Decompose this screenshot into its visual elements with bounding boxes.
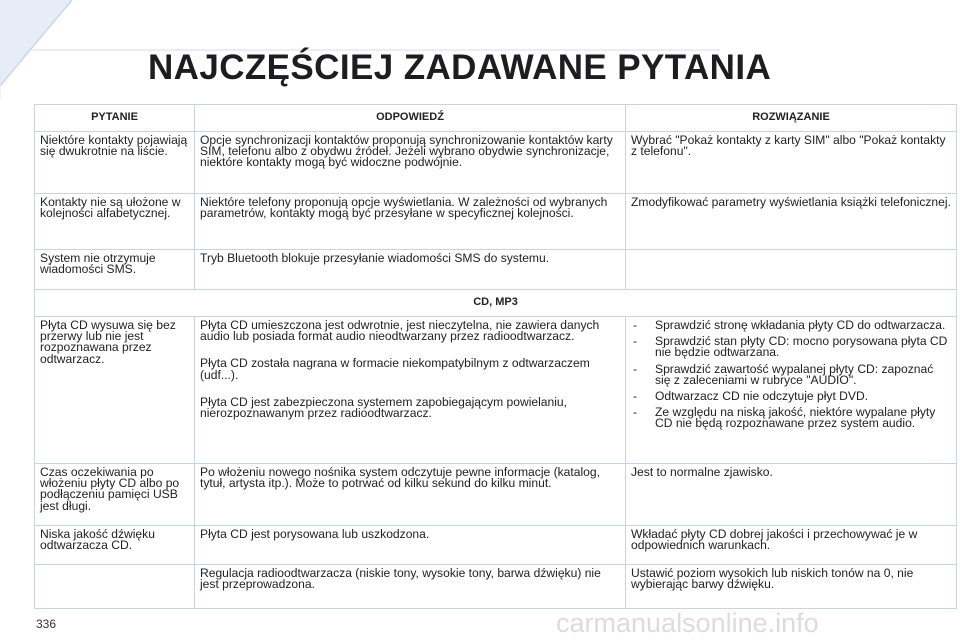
table-row — [35, 250, 957, 290]
question-cell: System nie otrzymuje wiadomości SMS. — [35, 250, 195, 290]
question-cell: Czas oczekiwania po włożeniu płyty CD albo po podłączeniu pamięci USB jest długi. — [35, 464, 195, 526]
solution-cell: Ustawić poziom wysokich lub niskich tonów na 0, nie wybierając barwy dźwięku. — [626, 565, 957, 609]
table-row — [35, 194, 957, 250]
table-row — [35, 317, 957, 464]
column-header-question: PYTANIE — [35, 105, 195, 132]
solution-cell: Zmodyfikować parametry wyświetlania książki telefonicznej. — [626, 194, 957, 250]
page-number: 336 — [36, 617, 57, 631]
solution-item: - Ze względu na niską jakość, niektóre wypalane płyty CD nie będą rozpoznawane przez system audio. — [631, 407, 951, 429]
table-body-contacts — [35, 132, 957, 290]
solution-cell — [626, 250, 957, 290]
answer-cell — [195, 317, 626, 464]
table-row — [35, 132, 957, 194]
answer-cell: Płyta CD jest porysowana lub uszkodzona. — [195, 526, 626, 565]
column-header-solution: ROZWIĄZANIE — [626, 105, 957, 132]
faq-table — [34, 104, 957, 609]
answer-cell: Po włożeniu nowego nośnika system odczytuje pewne informacje (katalog, tytuł, artysta itp.). Może to potrwać od kilku sekund do kilku minut. — [195, 464, 626, 526]
answer-paragraph: Płyta CD została nagrana w formacie niekompatybilnym z odtwarzaczem (udf...). — [200, 356, 590, 382]
answer-cell: Tryb Bluetooth blokuje przesyłanie wiadomości SMS do systemu. — [195, 250, 626, 290]
page-title: NAJCZĘŚCIEJ ZADAWANE PYTANIA — [148, 48, 772, 87]
solution-item: - Sprawdzić stan płyty CD: mocno porysowana płyta CD nie będzie odtwarzana. — [631, 336, 951, 358]
answer-cell: Regulacja radioodtwarzacza (niskie tony, wysokie tony, barwa dźwięku) nie jest przeprowadzona. — [195, 565, 626, 609]
answer-cell: Niektóre telefony proponują opcje wyświetlania. W zależności od wybranych parametrów, kontakty mogą być przesyłane w specyficznej kolejności. — [195, 194, 626, 250]
question-cell: Kontakty nie są ułożone w kolejności alfabetycznej. — [35, 194, 195, 250]
watermark: carmanualsonline.info — [556, 608, 819, 638]
question-cell: Niska jakość dźwięku odtwarzacza CD. — [35, 526, 195, 565]
column-header-answer: ODPOWIEDŹ — [195, 105, 626, 132]
solution-item: - Sprawdzić stronę wkładania płyty CD do odtwarzacza. — [631, 320, 951, 331]
solution-cell: Wkładać płyty CD dobrej jakości i przechowywać je w odpowiednich warunkach. — [626, 526, 957, 565]
question-cell: Niektóre kontakty pojawiają się dwukrotnie na liście. — [35, 132, 195, 194]
solution-cell: Jest to normalne zjawisko. — [626, 464, 957, 526]
table-body-audio — [35, 464, 957, 609]
answer-cell: Opcje synchronizacji kontaktów proponują synchronizowanie kontaktów karty SIM, telefonu albo z obydwu źródeł. Jeżeli wybrano obydwie synchronizacje, niektóre kontakty mogą być widoczne podwójnie. — [195, 132, 626, 194]
table-body-cd — [35, 290, 957, 464]
solution-cell: Wybrać "Pokaż kontakty z karty SIM" albo "Pokaż kontakty z telefonu". — [626, 132, 957, 194]
solution-item: - Sprawdzić zawartość wypalanej płyty CD: zapoznać się z zaleceniami w rubryce "AUDIO". — [631, 364, 951, 386]
question-cell — [35, 565, 195, 609]
table-row — [35, 526, 957, 565]
solution-item: - Odtwarzacz CD nie odczytuje płyt DVD. — [631, 391, 951, 402]
answer-paragraph: Płyta CD jest zabezpieczona systemem zapobiegającym powielaniu, nierozpoznawanym przez radioodtwarzacz. — [200, 394, 568, 421]
solution-list — [631, 320, 951, 430]
header-row — [35, 105, 957, 132]
answer-paragraph: Płyta CD umieszczona jest odwrotnie, jest nieczytelna, nie zawiera danych audio lub posiada format audio nieodtwarzany przez radioodtwarzacz. — [200, 318, 600, 344]
solution-cell — [626, 317, 957, 464]
question-cell: Płyta CD wysuwa się bez przerwy lub nie jest rozpoznawana przez odtwarzacz. — [35, 317, 195, 464]
section-row — [35, 290, 957, 317]
section-header-cd: CD, MP3 — [35, 290, 957, 317]
table-row — [35, 464, 957, 526]
table-row — [35, 565, 957, 609]
